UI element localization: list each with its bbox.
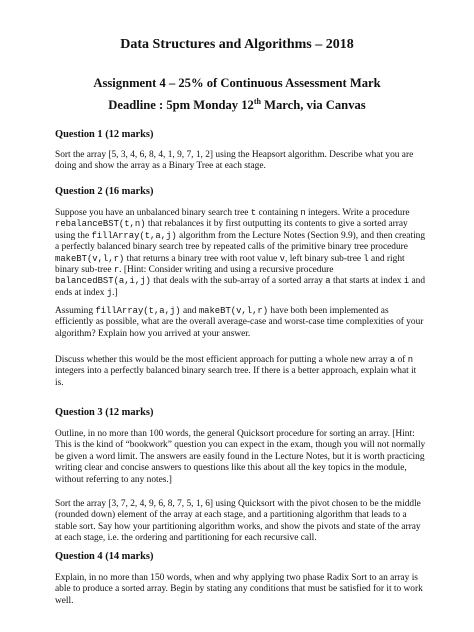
deadline-text: Deadline : 5pm Monday 12 (108, 98, 254, 112)
text-run: algorithm from the Lecture Notes (Section 9.9), and then creating a perfectly balanced binary search tree by repeated calls of the primitive binary tree procedure (55, 230, 426, 253)
document-title: Data Structures and Algorithms – 2018 (120, 37, 354, 52)
code-token: a (389, 355, 396, 365)
text-run: and (180, 306, 199, 316)
question-2-paragraph-3 (55, 355, 427, 389)
text-run: integers into a perfectly balanced binary search tree. If there is a better approach, explain what it is. (55, 366, 417, 388)
code-token: fillArray(t,a,j) (91, 230, 177, 241)
question-4-body: Explain, in no more than 150 words, when and why applying two phase Radix Sort to an array is able to produce a sorted array. Begin by stating any conditions that must be satisfied for it to work well. (55, 573, 423, 606)
text-run: Discuss whether this would be the most efficient approach for putting a whole new array (55, 355, 390, 365)
deadline-ordinal: th (253, 97, 261, 106)
question-3-paragraph-1: Outline, in no more than 100 words, the general Quicksort procedure for sorting an array. [Hint: This is the kind of “bookwork” question you can expect in the exam, though you will not normally be given a word limit. The answers are easily found in the Lecture Notes, but it is worth practicing writing clear and concise answers to questions like this about all the key topics in the module, without referring to any notes.] (55, 429, 426, 485)
code-token: makeBT(v,l,r) (198, 306, 269, 316)
text-run: . [Hint: Consider writing and using a recursive procedure (119, 265, 334, 276)
question-4-heading: Question 4 (14 marks) (55, 551, 154, 562)
code-token: balancedBST(a,i,j) (55, 276, 151, 287)
text-run: that returns a binary tree with root value (124, 253, 280, 264)
code-token: makeBT(v,l,r) (55, 253, 125, 264)
code-token: r (113, 265, 120, 276)
question-3-heading: Question 3 (12 marks) (55, 407, 154, 418)
text-run: Assuming (55, 306, 96, 316)
question-1-heading: Question 1 (12 marks) (55, 129, 154, 140)
question-3-paragraph-2: Sort the array [3, 7, 2, 4, 9, 6, 8, 7, 5, 1, 6] using Quicksort with the pivot chosen to be the middle (rounded down) element of the array at each stage, and a partitioning algorithm that leads to a stable sort. Say how your partitioning algorithm works, and show the pivots and state of the array at each stage, i.e. the ordering and partitioning for each recursive call. (55, 499, 421, 544)
text-run: containing (256, 208, 301, 218)
question-2-paragraph-2 (55, 306, 427, 340)
code-token: i (403, 276, 410, 287)
deadline-line (0, 98, 474, 113)
code-token: l (363, 253, 369, 264)
text-run: integers. Write a procedure (305, 208, 410, 218)
text-run: that deals with the sub-array of a sorted array (150, 276, 326, 287)
text-run: that starts at index (330, 276, 404, 287)
deadline-text-end: March, via Canvas (260, 98, 366, 112)
text-run: that rebalances it by first outputting its contents to give a sorted array using the (55, 219, 408, 241)
question-2-paragraph-1 (55, 208, 427, 299)
text-run: and ends at index (55, 276, 426, 298)
code-token: fillArray(t,a,j) (95, 306, 181, 316)
code-token: t (250, 208, 257, 218)
code-token: rebalanceBST(t,n) (55, 219, 146, 230)
text-run: .] (112, 287, 118, 298)
text-run: , left binary sub-tree (285, 253, 364, 264)
question-2-heading: Question 2 (16 marks) (55, 186, 154, 197)
code-token: v (279, 253, 285, 264)
text-run: of (395, 355, 408, 365)
assignment-subtitle: Assignment 4 – 25% of Continuous Assessment Mark (93, 76, 381, 90)
text-run: and right binary sub-tree (55, 253, 405, 276)
text-run: have both been implemented as efficiently as possible, what are the overall average-case and worst-case time complexities of your algorithm? Explain how you arrived at your answer. (55, 306, 424, 339)
code-token: j (106, 287, 113, 298)
code-token: n (300, 208, 306, 218)
text-run: Suppose you have an unbalanced binary search tree (55, 208, 251, 218)
code-token: n (407, 355, 414, 365)
code-token: a (325, 276, 331, 287)
question-1-body: Sort the array [5, 3, 4, 6, 8, 4, 1, 9, 7, 1, 2] using the Heapsort algorithm. Describe what you are doing and show the array as a Binary Tree at each stage. (55, 150, 414, 172)
